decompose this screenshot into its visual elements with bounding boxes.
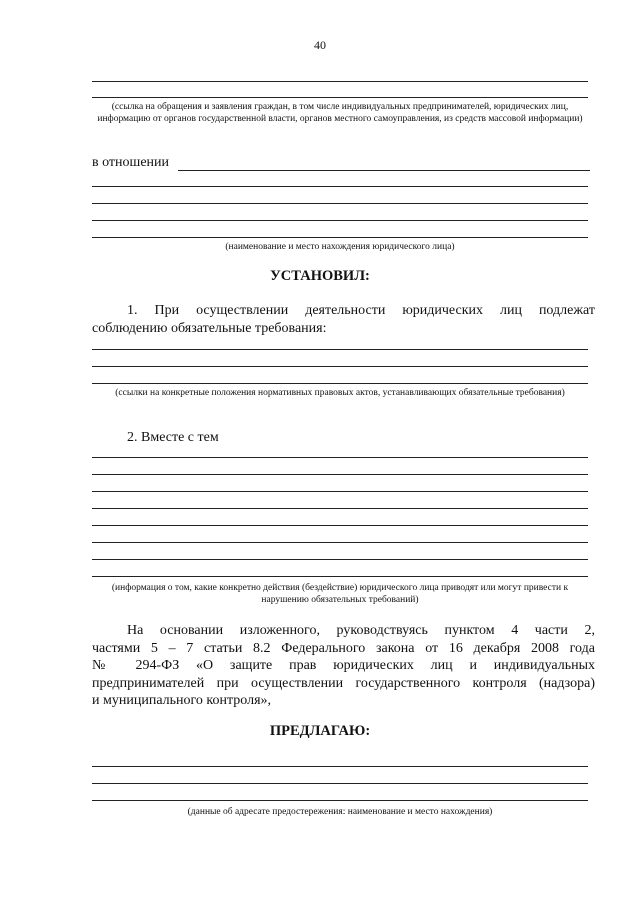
subject-label: в отношении bbox=[92, 155, 170, 170]
basis-line2: частями 5 – 7 статьи 8.2 Федерального закона от 16 декабря 2008 года bbox=[92, 640, 595, 656]
blank-line[interactable] bbox=[92, 508, 588, 509]
established-heading: УСТАНОВИЛ: bbox=[270, 268, 370, 284]
basis-line4: предпринимателей при осуществлении государственного контроля (надзора) bbox=[92, 675, 595, 691]
blank-line[interactable] bbox=[92, 525, 588, 526]
blank-line[interactable] bbox=[92, 203, 588, 204]
item2-caption: (информация о том, какие конкретно действия (бездействие) юридического лица приводят или могут привести к нарушению обязательных требований) bbox=[111, 583, 569, 605]
references-caption: (ссылка на обращения и заявления граждан, в том числе индивидуальных предпринимателей, юридических лиц, информацию от органов государственной власти, органов местного самоуправления, из средств массовой информации) bbox=[97, 102, 583, 124]
blank-line[interactable] bbox=[92, 237, 588, 238]
blank-line[interactable] bbox=[92, 366, 588, 367]
propose-heading: ПРЕДЛАГАЮ: bbox=[269, 723, 371, 739]
blank-line[interactable] bbox=[92, 457, 588, 458]
blank-line[interactable] bbox=[92, 383, 588, 384]
subject-field-line[interactable] bbox=[178, 170, 590, 171]
blank-line[interactable] bbox=[92, 491, 588, 492]
item1-text bbox=[92, 302, 595, 337]
propose-caption: (данные об адресате предостережения: наименование и место нахождения) bbox=[187, 807, 493, 817]
blank-line[interactable] bbox=[92, 349, 588, 350]
blank-line[interactable] bbox=[92, 542, 588, 543]
blank-line[interactable] bbox=[92, 220, 588, 221]
item1-line2: соблюдению обязательные требования: bbox=[92, 320, 327, 336]
blank-line[interactable] bbox=[92, 800, 588, 801]
basis-line3: № 294-ФЗ «О защите прав юридических лиц и индивидуальных bbox=[92, 658, 595, 674]
page-number: 40 bbox=[314, 38, 326, 52]
blank-line[interactable] bbox=[92, 576, 588, 577]
blank-line[interactable] bbox=[92, 474, 588, 475]
blank-line[interactable] bbox=[92, 559, 588, 560]
basis-line1: На основании изложенного, руководствуясь пунктом 4 части 2, bbox=[127, 623, 595, 638]
blank-line[interactable] bbox=[92, 97, 588, 98]
item1-caption: (ссылки на конкретные положения нормативных правовых актов, устанавливающих обязательные требования) bbox=[115, 388, 565, 398]
item1-line1: 1. При осуществлении деятельности юридических лиц подлежат bbox=[127, 303, 595, 318]
blank-line[interactable] bbox=[92, 81, 588, 82]
blank-line[interactable] bbox=[92, 766, 588, 767]
blank-line[interactable] bbox=[92, 783, 588, 784]
subject-caption: (наименование и место нахождения юридического лица) bbox=[225, 242, 455, 252]
basis-text bbox=[92, 622, 595, 710]
item2-label: 2. Вместе с тем bbox=[127, 430, 219, 445]
basis-line5: и муниципального контроля», bbox=[92, 693, 272, 709]
blank-line[interactable] bbox=[92, 186, 588, 187]
